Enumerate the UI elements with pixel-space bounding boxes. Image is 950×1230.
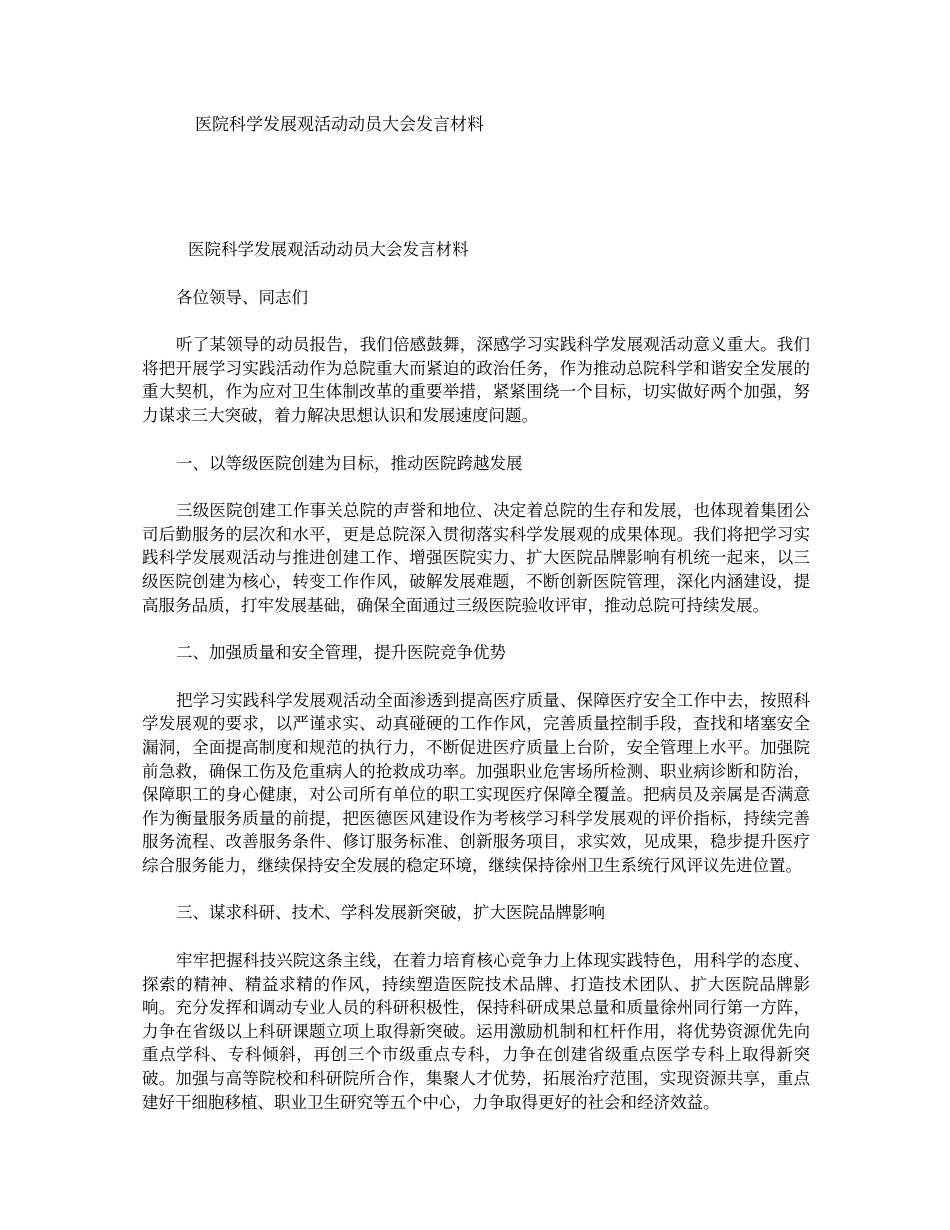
section-body-2: 把学习实践科学发展观活动全面渗透到提高医疗质量、保障医疗安全工作中去，按照科学发展观的要求，以严谨求实、动真碰硬的工作作风，完善质量控制手段，查找和堵塞安全漏洞，全面提高制度和规范的执行力，不断促进医疗质量上台阶，安全管理上水平。加强院前急救，确保工伤及危重病人的抢救成功率。加强职业危害场所检测、职业病诊断和防治，保障职工的身心健康，对公司所有单位的职工实现医疗保障全覆盖。把病员及亲属是否满意作为衡量服务质量的前提，把医德医风建设作为考核学习科学发展观的评价指标，持续完善服务流程、改善服务条件、修订服务标准、创新服务项目，求实效，见成果，稳步提升医疗综合服务能力，继续保持安全发展的稳定环境，继续保持徐州卫生系统行风评议先进位置。: [142, 690, 810, 875]
document-title: 医院科学发展观活动动员大会发言材料: [195, 115, 484, 135]
document-body: [142, 238, 810, 1138]
section-heading-3: 三、谋求科研、技术、学科发展新突破，扩大医院品牌影响: [176, 903, 605, 923]
section-heading-2: 二、加强质量和安全管理，提升医院竞争优势: [176, 643, 506, 663]
section-body-3: 牢牢把握科技兴院这条主线，在着力培育核心竞争力上体现实践特色，用科学的态度、探索的精神、精益求精的作风，持续塑造医院技术品牌、打造技术团队、扩大医院品牌影响。充分发挥和调动专业人员的科研积极性，保持科研成果总量和质量徐州同行第一方阵，力争在省级以上科研课题立项上取得新突破。运用激励机制和杠杆作用，将优势资源优先向重点学科、专科倾斜，再创三个市级重点专科，力争在创建省级重点医学专科上取得新突破。加强与高等院校和科研院所合作，集聚人才优势，拓展治疗范围，实现资源共享，重点建好干细胞移植、职业卫生研究等五个中心，力争取得更好的社会和经济效益。: [142, 951, 810, 1112]
intro-paragraph: 听了某领导的动员报告，我们倍感鼓舞，深感学习实践科学发展观活动意义重大。我们将把开展学习实践活动作为总院重大而紧迫的政治任务，作为推动总院科学和谐安全发展的重大契机，作为应对卫生体制改革的重要举措，紧紧围绕一个目标，切实做好两个加强，努力谋求三大突破，着力解决思想认识和发展速度问题。: [142, 335, 810, 425]
salutation: 各位领导、同志们: [176, 287, 308, 307]
section-heading-1: 一、以等级医院创建为目标，推动医院跨越发展: [176, 453, 523, 473]
document-subtitle: 医院科学发展观活动动员大会发言材料: [188, 240, 469, 259]
section-body-1: 三级医院创建工作事关总院的声誉和地位、决定着总院的生存和发展，也体现着集团公司后勤服务的层次和水平，更是总院深入贯彻落实科学发展观的成果体现。我们将把学习实践科学发展观活动与推进创建工作、增强医院实力、扩大医院品牌影响有机统一起来，以三级医院创建为核心，转变工作作风，破解发展难题，不断创新医院管理，深化内涵建设，提高服务品质，打牢发展基础，确保全面通过三级医院验收评审，推动总院可持续发展。: [142, 501, 810, 615]
